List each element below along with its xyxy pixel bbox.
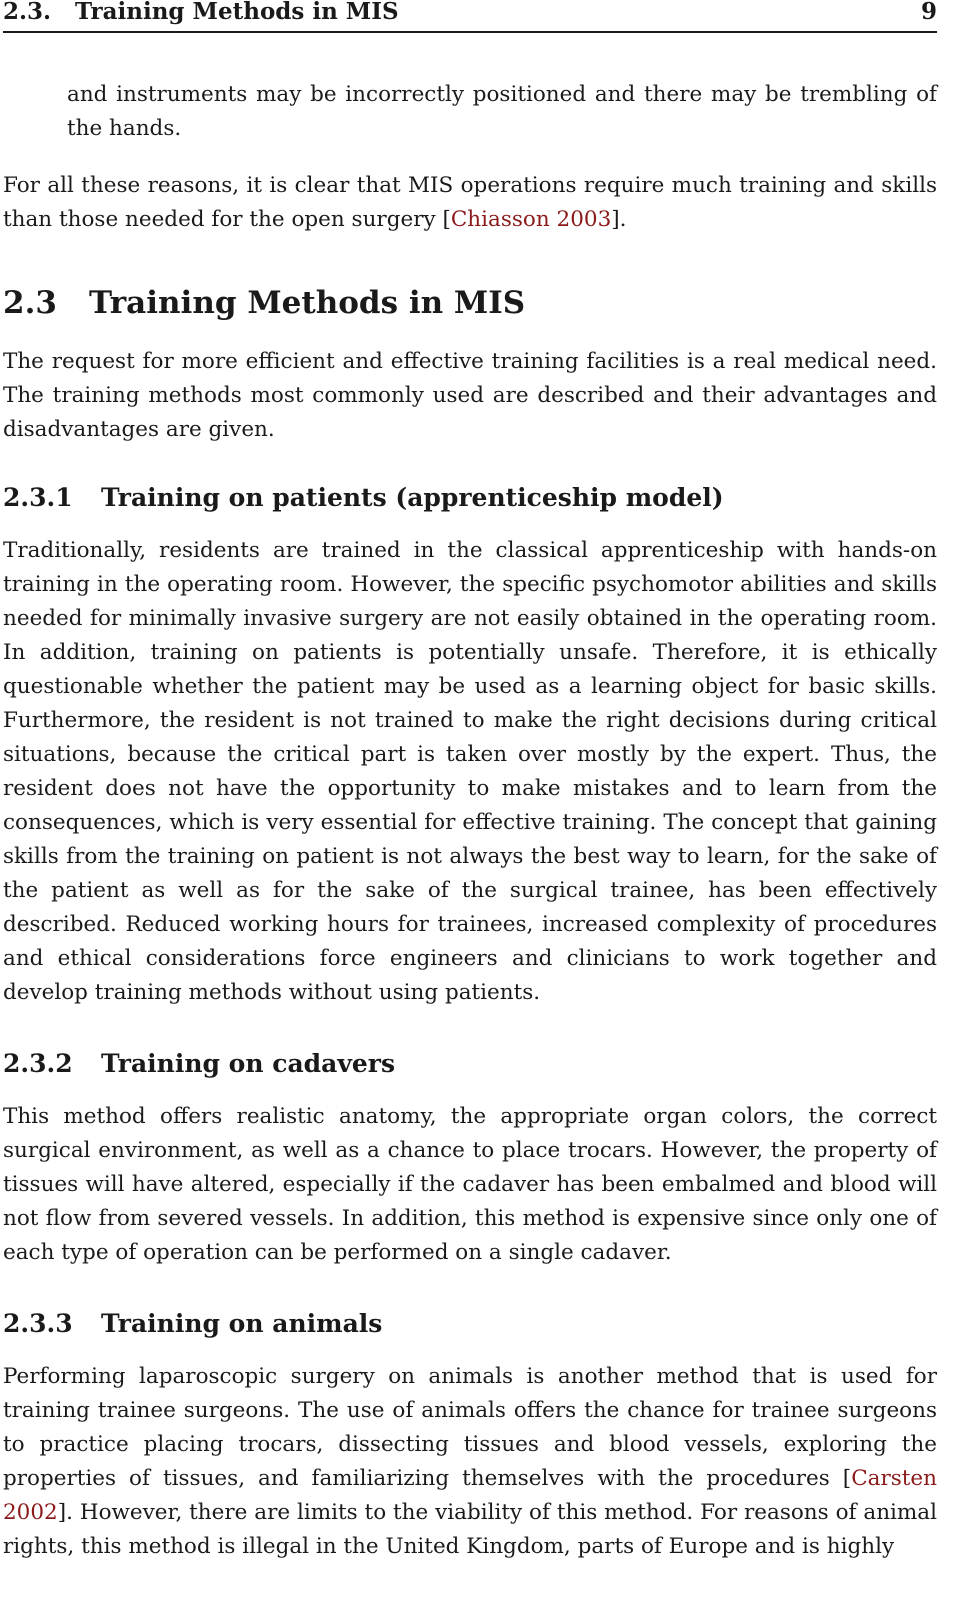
subsection-title: Training on cadavers [101,1049,396,1078]
running-head-section: 2.3. Training Methods in MIS [3,0,399,25]
document-page [3,0,937,1564]
section-2-3-paragraph: The request for more efficient and effective training facilities is a real medical need. The training methods most commonly used are described and their advantages and disadvantages are given. [3,349,937,442]
citation-link[interactable]: Carsten 2002 [3,1466,937,1525]
section-2-3-3-paragraph [3,1360,937,1564]
animals-text-after: ]. However, there are limits to the viability of this method. For reasons of animal rights, this method is illegal in the United Kingdom, parts of Europe and is highly [3,1500,937,1559]
continuation-paragraph: and instruments may be incorrectly positioned and there may be trembling of the hands. [67,82,937,141]
section-heading-2-3 [3,283,937,323]
page-number: 9 [920,0,937,25]
subsection-heading-2-3-1 [3,482,937,514]
subsection-number: 2.3.3 [3,1309,73,1338]
subsection-number: 2.3.2 [3,1049,73,1078]
subsection-heading-2-3-2 [3,1048,937,1080]
subsection-title: Training on animals [101,1309,383,1338]
running-head [3,0,937,33]
intro-paragraph [3,169,937,237]
section-2-3-2-paragraph: This method offers realistic anatomy, the appropriate organ colors, the correct surgical environment, as well as a chance to place trocars. However, the property of tissues will have altered, especially if the cadaver has been embalmed and blood will not flow from severed vessels. In addition, this method is expensive since only one of each type of operation can be performed on a single cadaver. [3,1104,937,1265]
intro-text-after: ]. [611,207,627,232]
section-number: 2.3 [3,285,57,321]
citation-link[interactable]: Chiasson 2003 [450,207,612,232]
section-title: Training Methods in MIS [89,285,526,321]
subsection-number: 2.3.1 [3,483,73,512]
animals-text-before: Performing laparoscopic surgery on animals is another method that is used for training trainee surgeons. The use of animals offers the chance for trainee surgeons to practice placing trocars, dissecting tissues and blood vessels, exploring the properties of tissues, and familiarizing themselves with the procedures [ [3,1364,937,1491]
intro-text-before: For all these reasons, it is clear that MIS operations require much training and skills than those needed for the open surgery [ [3,173,937,232]
subsection-title: Training on patients (apprenticeship model) [101,483,724,512]
section-2-3-1-paragraph: Traditionally, residents are trained in the classical apprenticeship with hands-on training in the operating room. However, the specific psychomotor abilities and skills needed for minimally invasive surgery are not easily obtained in the operating room. In addition, training on patients is potentially unsafe. Therefore, it is ethically questionable whether the patient may be used as a learning object for basic skills. Furthermore, the resident is not trained to make the right decisions during critical situations, because the critical part is taken over mostly by the expert. Thus, the resident does not have the opportunity to make mistakes and to learn from the consequences, which is very essential for effective training. The concept that gaining skills from the training on patient is not always the best way to learn, for the sake of the patient as well as for the sake of the surgical trainee, has been effectively described. Reduced working hours for trainees, increased complexity of procedures and ethical considerations force engineers and clinicians to work together and develop training methods without using patients. [3,538,937,1005]
subsection-heading-2-3-3 [3,1308,937,1340]
